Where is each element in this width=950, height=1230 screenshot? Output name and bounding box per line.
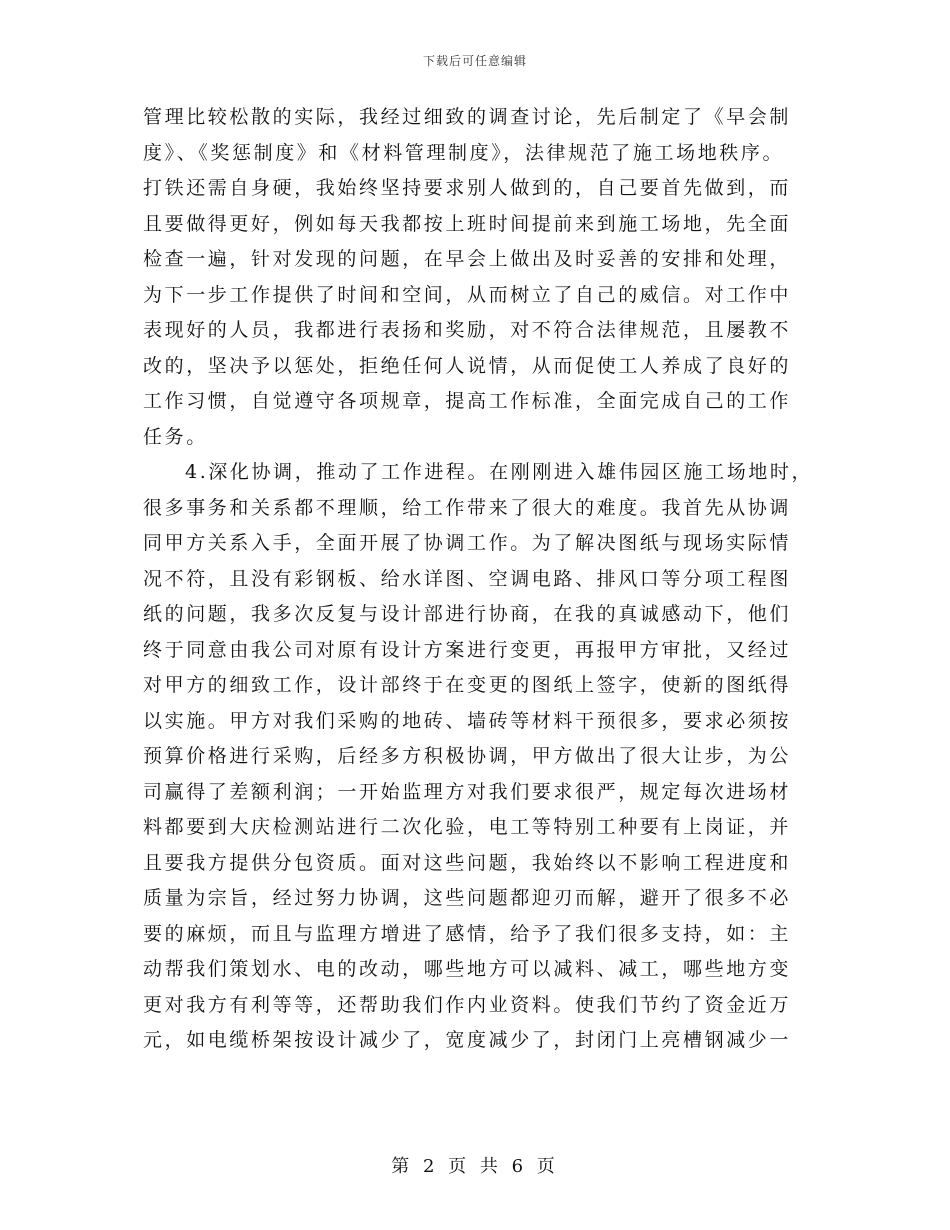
page-number-footer: 第 2 页 共 6 页	[391, 1156, 559, 1177]
text-line: 表现好的人员，我都进行表扬和奖励，对不符合法律规范，且屡教不	[143, 319, 792, 341]
text-line: 度》、《奖惩制度》和《材料管理制度》，法律规范了施工场地秩序。	[143, 141, 785, 164]
text-line: 司赢得了差额利润；一开始监理方对我们要求很严，规定每次进场材	[143, 780, 792, 803]
text-line: 检查一遍，针对发现的问题，在早会上做出及时妥善的安排和处理，	[143, 248, 792, 270]
text-line: 况不符，且没有彩钢板、给水详图、空调电路、排风口等分项工程图	[143, 567, 792, 590]
text-line: 同甲方关系入手，全面开展了协调工作。为了解决图纸与现场实际情	[143, 532, 792, 554]
text-line: 要的麻烦，而且与监理方增进了感情，给予了我们很多支持，如：主	[143, 922, 792, 945]
text-line: 改的，坚决予以惩处，拒绝任何人说情，从而促使工人养成了良好的	[143, 354, 792, 377]
text-line: 元，如电缆桥架按设计减少了，宽度减少了，封闭门上亮槽钢减少一	[143, 1029, 792, 1051]
text-line: 工作习惯，自觉遵守各项规章，提高工作标准，全面完成自己的工作	[143, 390, 792, 412]
text-line: 为下一步工作提供了时间和空间，从而树立了自己的威信。对工作中	[143, 283, 792, 306]
document-body	[143, 100, 814, 1059]
page-header-note: 下载后可任意编辑	[422, 54, 527, 68]
text-line: 质量为宗旨，经过努力协调，这些问题都迎刃而解，避开了很多不必	[143, 887, 792, 909]
text-line: 打铁还需自身硬，我始终坚持要求别人做到的，自己要首先做到，而	[143, 177, 792, 199]
text-line: 预算价格进行采购，后经多方积极协调，甲方做出了很大让步，为公	[143, 745, 792, 767]
text-line: 对甲方的细致工作，设计部终于在变更的图纸上签字，使新的图纸得	[143, 674, 792, 696]
text-line: 纸的问题，我多次反复与设计部进行协商，在我的真诚感动下，他们	[143, 603, 792, 625]
text-line: 以实施。甲方对我们采购的地砖、墙砖等材料干预很多，要求必须按	[143, 709, 792, 732]
text-line: 很多事务和关系都不理顺，给工作带来了很大的难度。我首先从协调	[143, 496, 792, 519]
text-line: 动帮我们策划水、电的改动，哪些地方可以减料、减工，哪些地方变	[143, 958, 792, 980]
text-line: 管理比较松散的实际，我经过细致的调查讨论，先后制定了《早会制	[143, 106, 792, 128]
text-line: 料都要到大庆检测站进行二次化验，电工等特别工种要有上岗证，并	[143, 816, 792, 838]
paragraph-start-line: 4.深化协调，推动了工作进程。在刚刚进入雄伟园区施工场地时，	[185, 461, 814, 483]
text-line: 终于同意由我公司对原有设计方案进行变更，再报甲方审批，又经过	[143, 638, 792, 661]
text-line: 更对我方有利等等，还帮助我们作内业资料。使我们节约了资金近万	[143, 993, 792, 1016]
text-line: 任务。	[143, 425, 208, 448]
text-line: 且要做得更好，例如每天我都按上班时间提前来到施工场地，先全面	[143, 212, 792, 235]
text-line: 且要我方提供分包资质。面对这些问题，我始终以不影响工程进度和	[143, 851, 792, 874]
